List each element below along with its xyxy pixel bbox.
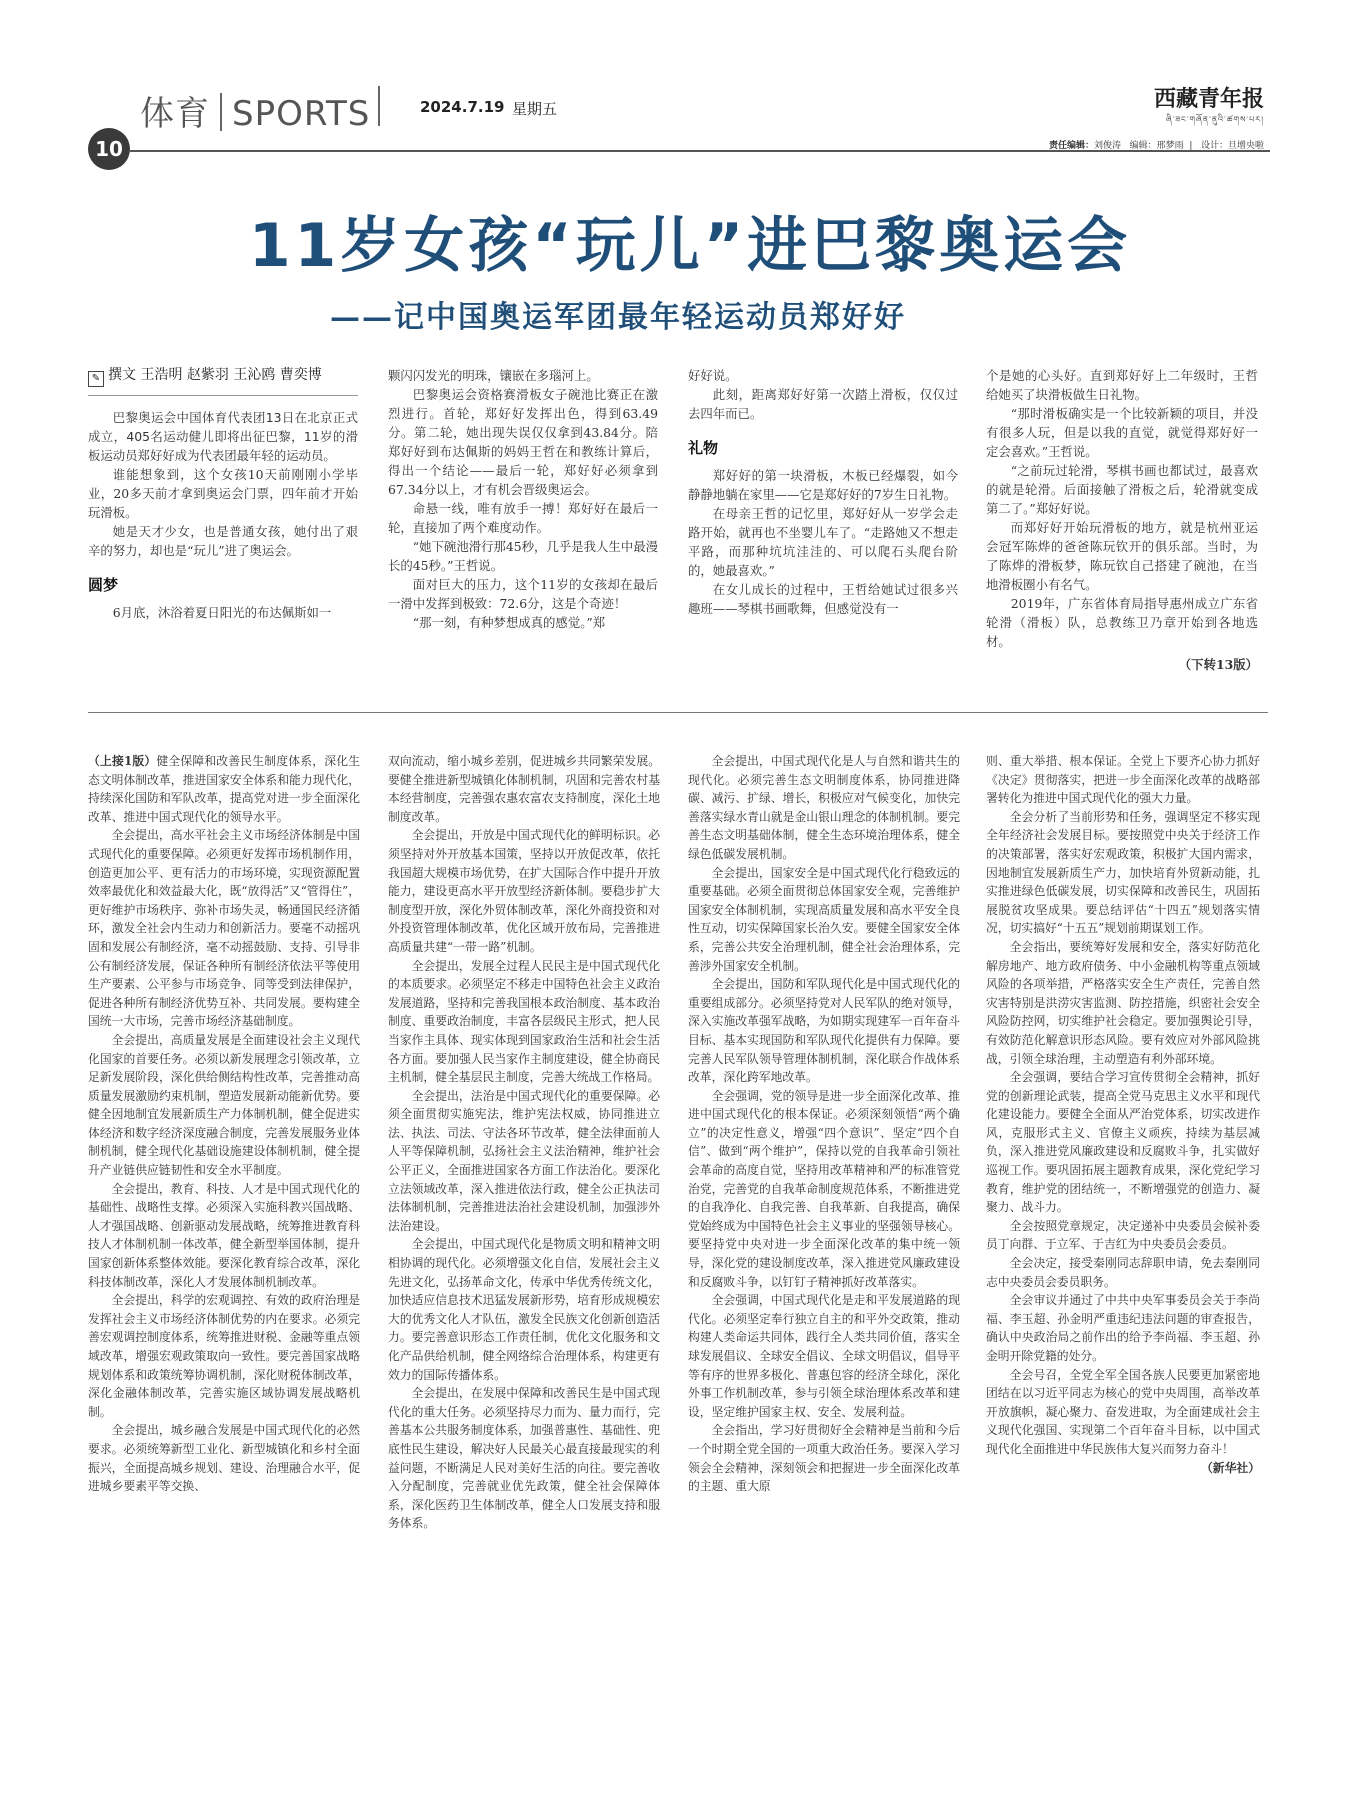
issue-date: 2024.7.19 bbox=[420, 98, 505, 116]
issue-weekday: 星期五 bbox=[512, 100, 558, 118]
paragraph: 巴黎奥运会资格赛滑板女子碗池比赛正在激烈进行。首轮，郑好好发挥出色，得到63.49分。第二轮，她出现失误仅仅拿到43.84分。陪郑好好到布达佩斯的妈妈王哲在和教练计算后，得出一个结论——最后一轮，郑好好必须拿到67.34分以上，才有机会晋级奥运会。 bbox=[388, 387, 658, 497]
paragraph: 则、重大举措、根本保证。全党上下要齐心协力抓好《决定》贯彻落实，把进一步全面深化改革的战略部署转化为推进中国式现代化的强大力量。 bbox=[986, 754, 1260, 806]
paragraph: 郑好好的第一块滑板，木板已经爆裂，如今静静地躺在家里——它是郑好好的7岁生日礼物。 bbox=[688, 468, 958, 502]
editor-credits: 责任编辑：刘俊涛 编辑：邢梦雨 | 设计：旦增央啦 bbox=[1048, 141, 1264, 151]
paragraph: 颗闪闪发光的明珠，镶嵌在多瑙河上。 bbox=[388, 368, 599, 383]
paragraph: （上接1版）健全保障和改善民生制度体系，深化生态文明体制改革，推进国家安全体系和能力现代化，持续深化国防和军队改革，提高党对进一步全面深化改革、推进中国式现代化的领导水平。 bbox=[88, 754, 360, 824]
paragraph: 全会提出，城乡融合发展是中国式现代化的必然要求。必须统筹新型工业化、新型城镇化和乡村全面振兴，全面提高城乡规划、建设、治理融合水平，促进城乡要素平等交换、 bbox=[88, 1423, 360, 1494]
section-divider bbox=[88, 712, 1268, 713]
paragraph: 全会提出，国家安全是中国式现代化行稳致远的重要基础。必须全面贯彻总体国家安全观，完善维护国家安全体制机制，实现高质量发展和高水平安全良性互动，切实保障国家长治久安。要健全国家安全体系，完善公共安全治理机制，健全社会治理体系，完善涉外国家安全机制。 bbox=[688, 865, 960, 973]
paragraph: 在母亲王哲的记忆里，郑好好从一岁学会走路开始，就再也不坐婴儿车了。“走路她又不想走平路，而那种坑坑洼洼的、可以爬石头爬台阶的，她最喜欢。” bbox=[688, 506, 958, 578]
lower-column-4 bbox=[986, 752, 1260, 1477]
continued-note: （下转13版） bbox=[1178, 657, 1258, 672]
paragraph: 全会提出，国防和军队现代化是中国式现代化的重要组成部分。必须坚持党对人民军队的绝对领导，深入实施改革强军战略，为如期实现建军一百年奋斗目标、基本实现国防和军队现代化提供有力保障。要完善人民军队领导管理体制机制，深化联合作战体系改革，深化跨军地改革。 bbox=[688, 977, 960, 1085]
paragraph: 全会提出，在发展中保障和改善民生是中国式现代化的重大任务。必须坚持尽力而为、量力而行，完善基本公共服务制度体系，加强普惠性、基础性、兜底性民生建设，解决好人民最关心最直接最现实的利益问题，不断满足人民对美好生活的向往。要完善收入分配制度，完善就业优先政策，健全社会保障体系，深化医药卫生体制改革，健全人口发展支持和服务体系。 bbox=[388, 1386, 660, 1531]
article-column-2 bbox=[388, 366, 658, 632]
paragraph: 好好说。 bbox=[688, 368, 738, 383]
page-number-badge: 10 bbox=[88, 128, 130, 170]
paragraph: 全会指出，要统筹好发展和安全，落实好防范化解房地产、地方政府债务、中小金融机构等重点领域风险的各项举措，严格落实安全生产责任，完善自然灾害特别是洪涝灾害监测、防控措施，织密社会安全风险防控网，切实维护社会稳定。要加强舆论引导，有效防范化解意识形态风险。要有效应对外部风险挑战，引领全球治理，主动塑造有利外部环境。 bbox=[986, 939, 1260, 1066]
paragraph: 面对巨大的压力，这个11岁的女孩却在最后一滑中发挥到极致：72.6分，这是个奇迹！ bbox=[388, 577, 658, 611]
newspaper-logo: 西藏青年报 bbox=[1153, 86, 1264, 112]
lower-column-1 bbox=[88, 752, 360, 1496]
section-heading-liwu: 礼物 bbox=[688, 439, 719, 457]
paragraph: 全会提出，开放是中国式现代化的鲜明标识。必须坚持对外开放基本国策，坚持以开放促改革，依托我国超大规模市场优势，在扩大国际合作中提升开放能力，建设更高水平开放型经济新体制。要稳步扩大制度型开放，深化外贸体制改革，深化外商投资和对外投资管理体制改革，优化区域开放布局，完善推进高质量共建“一带一路”机制。 bbox=[388, 828, 660, 954]
lower-column-2 bbox=[388, 752, 660, 1533]
paragraph: 全会提出，高质量发展是全面建设社会主义现代化国家的首要任务。必须以新发展理念引领改革，立足新发展阶段，深化供给侧结构性改革，完善推动高质量发展激励约束机制，塑造发展新动能新优势。要健全因地制宜发展新质生产力体制机制，健全促进实体经济和数字经济深度融合制度，完善发展服务业体制机制，健全现代化基础设施建设体制机制，健全提升产业链供应链韧性和安全水平制度。 bbox=[88, 1032, 360, 1178]
paragraph: “之前玩过轮滑，琴棋书画也都试过，最喜欢的就是轮滑。后面接触了滑板之后，轮滑就变成第二了。”郑好好说。 bbox=[986, 463, 1258, 516]
paragraph: 在女儿成长的过程中，王哲给她试过很多兴趣班——琴棋书画歌舞，但感觉没有一 bbox=[688, 582, 958, 616]
section-end-rule bbox=[378, 86, 380, 126]
article-column-4 bbox=[986, 366, 1258, 674]
lead-paragraph: 巴黎奥运会中国体育代表团13日在北京正式成立，405名运动健儿即将出征巴黎，11岁的滑板运动员郑好好成为代表团最年轻的运动员。 bbox=[88, 410, 358, 463]
paragraph: 全会提出，中国式现代化是人与自然和谐共生的现代化。必须完善生态文明制度体系，协同推进降碳、减污、扩绿、增长，积极应对气候变化，加快完善落实绿水青山就是金山银山理念的体制机制。要完善生态文明基础体制，健全生态环境治理体系，健全绿色低碳发展机制。 bbox=[688, 754, 960, 861]
article-subheadline: ——记中国奥运军团最年轻运动员郑好好 bbox=[330, 300, 906, 335]
article-column-3 bbox=[688, 366, 958, 618]
paragraph: 全会分析了当前形势和任务，强调坚定不移实现全年经济社会发展目标。要按照党中央关于经济工作的决策部署，落实好宏观政策，积极扩大国内需求，因地制宜发展新质生产力，加快培育外贸新动能，扎实推进绿色低碳发展，切实保障和改善民生，巩固拓展脱贫攻坚成果。要总结评估“十四五”规划落实情况，切实搞好“十五五”规划前期谋划工作。 bbox=[986, 809, 1260, 936]
paragraph: 全会决定，接受秦刚同志辞职申请，免去秦刚同志中央委员会委员职务。 bbox=[986, 1256, 1260, 1289]
paragraph: 全会按照党章规定，决定递补中央委员会候补委员丁向群、于立军、于吉红为中央委员会委员。 bbox=[986, 1218, 1260, 1252]
paragraph: 而郑好好开始玩滑板的地方，就是杭州亚运会冠军陈烨的爸爸陈玩钦开的俱乐部。当时，为了陈烨的滑板梦，陈玩钦自己搭建了碗池，在当地滑板圈小有名气。 bbox=[986, 520, 1258, 592]
paragraph: 此刻，距离郑好好第一次踏上滑板，仅仅过去四年而已。 bbox=[688, 387, 958, 421]
section-name-cn: 体育 bbox=[140, 94, 210, 134]
paragraph: 全会提出，教育、科技、人才是中国式现代化的基础性、战略性支撑。必须深入实施科教兴国战略、人才强国战略、创新驱动发展战略，统筹推进教育科技人才体制机制一体改革，健全新型举国体制，提升国家创新体系整体效能。要深化教育综合改革，深化科技体制改革，深化人才发展体制机制改革。 bbox=[88, 1181, 360, 1289]
paragraph: 全会提出，发展全过程人民民主是中国式现代化的本质要求。必须坚定不移走中国特色社会主义政治发展道路，坚持和完善我国根本政治制度、基本政治制度、重要政治制度，丰富各层级民主形式，把人民当家作主具体、现实体现到国家政治生活和社会生活各方面。要加强人民当家作主制度建设，健全协商民主机制，健全基层民主制度，完善大统战工作格局。 bbox=[388, 958, 660, 1085]
paragraph: 6月底，沐浴着夏日阳光的布达佩斯如一 bbox=[112, 605, 332, 620]
section-separator bbox=[220, 93, 222, 131]
paragraph: 全会提出，法治是中国式现代化的重要保障。必须全面贯彻实施宪法，维护宪法权威，协同推进立法、执法、司法、守法各环节改革，健全法律面前人人平等保障机制，弘扬社会主义法治精神，维护社会公平正义，全面推进国家各方面工作法治化。要深化立法领域改革，深入推进依法行政，健全公正执法司法体制机制，完善推进法治社会建设机制，加强涉外法治建设。 bbox=[388, 1088, 660, 1233]
paragraph: 全会提出，科学的宏观调控、有效的政府治理是发挥社会主义市场经济体制优势的内在要求。必须完善宏观调控制度体系，统筹推进财税、金融等重点领域改革，增强宏观政策取向一致性。要完善国家战略规划体系和政策统筹协调机制，深化财税体制改革，深化金融体制改革，完善实施区域协调发展战略机制。 bbox=[88, 1293, 360, 1419]
paragraph: 全会提出，中国式现代化是物质文明和精神文明相协调的现代化。必须增强文化自信，发展社会主义先进文化，弘扬革命文化，传承中华优秀传统文化，加快适应信息技术迅猛发展新形势，培育形成规模宏大的优秀文化人才队伍，激发全民族文化创新创造活力。要完善意识形态工作责任制，优化文化服务和文化产品供给机制，健全网络综合治理体系，构建更有效力的国际传播体系。 bbox=[388, 1237, 660, 1382]
paragraph: 个是她的心头好。直到郑好好上二年级时，王哲给她买了块滑板做生日礼物。 bbox=[986, 368, 1258, 402]
newspaper-logo-tibetan: ཞི་ཟང་གཞོན་ནུའི་ཚགས་པར། bbox=[1166, 115, 1264, 124]
paragraph: “那时滑板确实是一个比较新颖的项目，并没有很多人玩，但是以我的直觉，就觉得郑好好一定会喜欢。”王哲说。 bbox=[986, 406, 1258, 459]
paragraph: 她是天才少女，也是普通女孩，她付出了艰辛的努力，却也是“玩儿”进了奥运会。 bbox=[88, 524, 358, 558]
paragraph: 全会强调，党的领导是进一步全面深化改革、推进中国式现代化的根本保证。必须深刻领悟“两个确立”的决定性意义，增强“四个意识”、坚定“四个自信”、做到“两个维护”，保持以党的自我革命引领社会革命的高度自觉，坚持用改革精神和严的标准管党治党，完善党的自我革命制度规范体系，不断推进党的自我净化、自我完善、自我革新、自我提高，确保党始终成为中国特色社会主义事业的坚强领导核心。要坚持党中央对进一步全面深化改革的集中统一领导，深化党的建设制度改革，深入推进党风廉政建设和反腐败斗争，以钉钉子精神抓好改革落实。 bbox=[688, 1088, 960, 1289]
paragraph: 全会强调，要结合学习宣传贯彻全会精神，抓好党的创新理论武装，提高全党马克思主义水平和现代化建设能力。要健全全面从严治党体系，切实改进作风，克服形式主义、官僚主义顽疾，持续为基层减负，深入推进党风廉政建设和反腐败斗争，扎实做好巡视工作。要巩固拓展主题教育成果，深化党纪学习教育，维护党的团结统一，不断增强党的创造力、凝聚力、战斗力。 bbox=[986, 1070, 1260, 1215]
paragraph: “那一刻，有种梦想成真的感觉。”郑 bbox=[412, 615, 606, 630]
paragraph: 谁能想象到，这个女孩10天前刚刚小学毕业，20多天前才拿到奥运会门票，四年前才开始玩滑板。 bbox=[88, 467, 358, 520]
paragraph: 全会号召，全党全军全国各族人民要更加紧密地团结在以习近平同志为核心的党中央周围，高举改革开放旗帜，凝心聚力、奋发进取，为全面建成社会主义现代化强国、实现第二个百年奋斗目标，以中国式现代化全面推进中华民族伟大复兴而努力奋斗！ bbox=[986, 1367, 1260, 1456]
paragraph: 全会审议并通过了中共中央军事委员会关于李尚福、李玉超、孙金明严重违纪违法问题的审查报告，确认中央政治局之前作出的给予李尚福、李玉超、孙金明开除党籍的处分。 bbox=[986, 1293, 1260, 1363]
paragraph: 双向流动，缩小城乡差别，促进城乡共同繁荣发展。要健全推进新型城镇化体制机制，巩固和完善农村基本经营制度，完善强农惠农富农支持制度，深化土地制度改革。 bbox=[388, 754, 660, 824]
lower-column-3 bbox=[688, 752, 960, 1496]
article-headline: 11岁女孩“玩儿”进巴黎奥运会 bbox=[248, 211, 1132, 281]
continued-from-tag: （上接1版） bbox=[88, 754, 157, 768]
article-column-1 bbox=[88, 366, 358, 622]
paragraph: “她下碗池滑行那45秒，几乎是我人生中最漫长的45秒。”王哲说。 bbox=[388, 539, 658, 573]
paragraph: 全会提出，高水平社会主义市场经济体制是中国式现代化的重要保障。必须更好发挥市场机制作用，创造更加公平、更有活力的市场环境，实现资源配置效率最优化和效益最大化，既“放得活”又“管得住”，更好维护市场秩序、弥补市场失灵，畅通国民经济循环，激发全社会内生动力和创新活力。要毫不动摇巩固和发展公有制经济，毫不动摇鼓励、支持、引导非公有制经济发展，保证各种所有制经济依法平等使用生产要素、公平参与市场竞争、同等受到法律保护，促进各种所有制经济优势互补、共同发展。要构建全国统一大市场，完善市场经济基础制度。 bbox=[88, 828, 360, 1029]
source-signature: （新华社） bbox=[1201, 1460, 1260, 1475]
byline: ✎ 撰文 王浩明 赵紫羽 王沁鸥 曹奕博 bbox=[88, 366, 358, 396]
paragraph: 全会强调，中国式现代化是走和平发展道路的现代化。必须坚定奉行独立自主的和平外交政策，推动构建人类命运共同体，践行全人类共同价值，落实全球发展倡议、全球安全倡议、全球文明倡议，倡导平等有序的世界多极化、普惠包容的经济全球化，深化外事工作机制改革，参与引领全球治理体系改革和建设，坚定维护国家主权、安全、发展利益。 bbox=[688, 1293, 960, 1419]
paragraph: 2019年，广东省体育局指导惠州成立广东省轮滑（滑板）队，总教练卫乃章开始到各地选材。 bbox=[986, 596, 1258, 649]
section-name-en: SPORTS bbox=[232, 94, 371, 134]
pen-icon: ✎ bbox=[88, 371, 104, 387]
paragraph: 全会指出，学习好贯彻好全会精神是当前和今后一个时期全党全国的一项重大政治任务。要深入学习领会全会精神，深刻领会和把握进一步全面深化改革的主题、重大原 bbox=[688, 1423, 960, 1494]
section-label bbox=[140, 86, 370, 135]
paragraph: 命悬一线，唯有放手一搏！郑好好在最后一轮，直接加了两个难度动作。 bbox=[388, 501, 658, 535]
section-heading-yuanmeng: 圆梦 bbox=[88, 576, 119, 594]
